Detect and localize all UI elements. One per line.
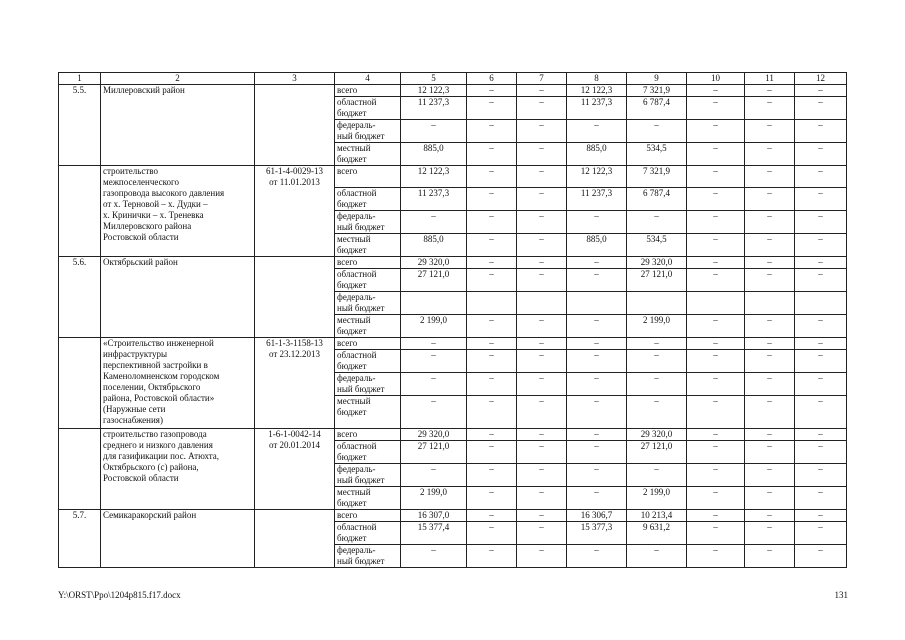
- value-col-10: –: [687, 315, 745, 338]
- document-reference: [255, 257, 335, 338]
- value-col-10: –: [687, 429, 745, 441]
- value-col-7: –: [517, 269, 567, 292]
- value-col-11: –: [745, 429, 795, 441]
- value-col-11: –: [745, 545, 795, 568]
- value-col-11: –: [745, 257, 795, 269]
- value-col-7: –: [517, 315, 567, 338]
- value-col-8: –: [567, 487, 627, 510]
- value-col-8: –: [567, 269, 627, 292]
- value-col-9: 534,5: [627, 234, 687, 257]
- value-col-12: –: [795, 487, 847, 510]
- funding-source: областной бюджет: [335, 441, 401, 464]
- value-col-7: –: [517, 522, 567, 545]
- value-col-8: 11 237,3: [567, 188, 627, 211]
- value-col-6: –: [467, 315, 517, 338]
- item-number: [59, 429, 101, 510]
- value-col-12: –: [795, 211, 847, 234]
- value-col-11: [745, 292, 795, 315]
- value-col-9: [627, 292, 687, 315]
- value-col-11: –: [745, 487, 795, 510]
- value-col-9: 29 320,0: [627, 257, 687, 269]
- value-col-11: –: [745, 510, 795, 522]
- value-col-6: –: [467, 545, 517, 568]
- value-col-8: –: [567, 120, 627, 143]
- value-col-8: 15 377,3: [567, 522, 627, 545]
- value-col-10: –: [687, 166, 745, 188]
- value-col-12: –: [795, 510, 847, 522]
- value-col-12: –: [795, 97, 847, 120]
- value-col-11: –: [745, 350, 795, 373]
- column-header: 3: [255, 73, 335, 85]
- funding-source: федераль- ный бюджет: [335, 545, 401, 568]
- value-col-10: –: [687, 373, 745, 396]
- table-row: [59, 257, 847, 269]
- value-col-12: –: [795, 441, 847, 464]
- page-number: 131: [834, 590, 848, 600]
- value-col-12: –: [795, 166, 847, 188]
- value-col-6: –: [467, 166, 517, 188]
- value-col-6: –: [467, 441, 517, 464]
- funding-source: всего: [335, 338, 401, 350]
- table-row: [59, 85, 847, 97]
- value-col-7: [517, 292, 567, 315]
- value-col-9: –: [627, 545, 687, 568]
- value-col-5: –: [401, 545, 467, 568]
- value-col-10: –: [687, 441, 745, 464]
- value-col-8: –: [567, 464, 627, 487]
- value-col-10: –: [687, 522, 745, 545]
- value-col-5: 11 237,3: [401, 188, 467, 211]
- value-col-6: –: [467, 350, 517, 373]
- value-col-5: 16 307,0: [401, 510, 467, 522]
- value-col-5: 12 122,3: [401, 166, 467, 188]
- funding-source: всего: [335, 85, 401, 97]
- funding-source: областной бюджет: [335, 269, 401, 292]
- document-reference: 61-1-3-1158-13 от 23.12.2013: [255, 338, 335, 429]
- value-col-8: –: [567, 545, 627, 568]
- value-col-5: 2 199,0: [401, 315, 467, 338]
- value-col-8: –: [567, 429, 627, 441]
- item-name: строительство межпоселенческого газопровода высокого давления от х. Терновой – х. Дудки – х. Кринички – х. Треневка Миллеровского района Ростовской области: [101, 166, 255, 257]
- value-col-5: 2 199,0: [401, 487, 467, 510]
- funding-source: федераль- ный бюджет: [335, 120, 401, 143]
- table-row: [59, 429, 847, 441]
- value-col-5: 29 320,0: [401, 257, 467, 269]
- value-col-7: –: [517, 257, 567, 269]
- value-col-6: –: [467, 464, 517, 487]
- value-col-5: –: [401, 338, 467, 350]
- value-col-7: –: [517, 234, 567, 257]
- value-col-9: 2 199,0: [627, 487, 687, 510]
- value-col-6: –: [467, 269, 517, 292]
- value-col-8: –: [567, 211, 627, 234]
- value-col-10: –: [687, 396, 745, 429]
- value-col-10: –: [687, 545, 745, 568]
- value-col-6: –: [467, 487, 517, 510]
- value-col-5: 27 121,0: [401, 269, 467, 292]
- value-col-12: –: [795, 350, 847, 373]
- value-col-12: –: [795, 269, 847, 292]
- value-col-8: –: [567, 441, 627, 464]
- document-reference: [255, 85, 335, 166]
- item-name: Семикаракорский район: [101, 510, 255, 568]
- funding-source: местный бюджет: [335, 487, 401, 510]
- footer-file-path: Y:\ORST\Ppo\1204p815.f17.docx: [58, 590, 181, 600]
- value-col-7: –: [517, 97, 567, 120]
- value-col-8: 885,0: [567, 234, 627, 257]
- funding-source: всего: [335, 510, 401, 522]
- column-header: 6: [467, 73, 517, 85]
- item-number: 5.6.: [59, 257, 101, 338]
- value-col-7: –: [517, 338, 567, 350]
- value-col-10: –: [687, 269, 745, 292]
- value-col-6: –: [467, 429, 517, 441]
- column-header: 10: [687, 73, 745, 85]
- value-col-9: 2 199,0: [627, 315, 687, 338]
- column-header: 1: [59, 73, 101, 85]
- value-col-10: –: [687, 257, 745, 269]
- column-header: 5: [401, 73, 467, 85]
- column-header: 9: [627, 73, 687, 85]
- value-col-7: –: [517, 396, 567, 429]
- funding-source: областной бюджет: [335, 97, 401, 120]
- value-col-11: –: [745, 188, 795, 211]
- item-name: строительство газопровода среднего и низкого давления для газификации пос. Атюхта, Октябрьского (с) района, Ростовской области: [101, 429, 255, 510]
- value-col-7: –: [517, 211, 567, 234]
- value-col-5: –: [401, 396, 467, 429]
- budget-table: [58, 72, 847, 568]
- value-col-10: –: [687, 510, 745, 522]
- value-col-9: –: [627, 350, 687, 373]
- value-col-8: –: [567, 257, 627, 269]
- funding-source: всего: [335, 166, 401, 188]
- table-row: [59, 166, 847, 188]
- value-col-9: –: [627, 338, 687, 350]
- value-col-9: 7 321,9: [627, 85, 687, 97]
- value-col-6: –: [467, 120, 517, 143]
- value-col-6: –: [467, 211, 517, 234]
- funding-source: местный бюджет: [335, 143, 401, 166]
- funding-source: всего: [335, 429, 401, 441]
- value-col-9: 6 787,4: [627, 97, 687, 120]
- value-col-12: –: [795, 429, 847, 441]
- value-col-8: –: [567, 396, 627, 429]
- value-col-7: –: [517, 143, 567, 166]
- value-col-12: –: [795, 234, 847, 257]
- value-col-12: –: [795, 396, 847, 429]
- value-col-11: –: [745, 234, 795, 257]
- value-col-11: –: [745, 211, 795, 234]
- value-col-10: –: [687, 211, 745, 234]
- value-col-9: 7 321,9: [627, 166, 687, 188]
- value-col-9: –: [627, 396, 687, 429]
- value-col-5: 27 121,0: [401, 441, 467, 464]
- column-header: 12: [795, 73, 847, 85]
- value-col-6: –: [467, 373, 517, 396]
- value-col-7: –: [517, 429, 567, 441]
- value-col-7: –: [517, 441, 567, 464]
- value-col-5: –: [401, 350, 467, 373]
- document-reference: [255, 510, 335, 568]
- value-col-8: –: [567, 315, 627, 338]
- table-header-row: [59, 73, 847, 85]
- value-col-7: –: [517, 120, 567, 143]
- value-col-9: 27 121,0: [627, 269, 687, 292]
- value-col-10: –: [687, 97, 745, 120]
- value-col-10: –: [687, 120, 745, 143]
- value-col-5: –: [401, 120, 467, 143]
- value-col-6: –: [467, 97, 517, 120]
- value-col-11: –: [745, 85, 795, 97]
- table-row: [59, 510, 847, 522]
- value-col-5: [401, 292, 467, 315]
- value-col-5: –: [401, 373, 467, 396]
- funding-source: федераль- ный бюджет: [335, 464, 401, 487]
- value-col-8: 11 237,3: [567, 97, 627, 120]
- value-col-10: –: [687, 464, 745, 487]
- column-header: 8: [567, 73, 627, 85]
- column-header: 4: [335, 73, 401, 85]
- item-name: Миллеровский район: [101, 85, 255, 166]
- value-col-12: –: [795, 545, 847, 568]
- value-col-12: –: [795, 188, 847, 211]
- value-col-12: –: [795, 373, 847, 396]
- value-col-12: –: [795, 522, 847, 545]
- value-col-10: –: [687, 85, 745, 97]
- value-col-10: –: [687, 143, 745, 166]
- value-col-11: –: [745, 338, 795, 350]
- value-col-11: –: [745, 166, 795, 188]
- value-col-11: –: [745, 97, 795, 120]
- value-col-5: 12 122,3: [401, 85, 467, 97]
- funding-source: областной бюджет: [335, 350, 401, 373]
- value-col-6: –: [467, 510, 517, 522]
- value-col-8: 885,0: [567, 143, 627, 166]
- document-reference: 1-6-1-0042-14 от 20.01.2014: [255, 429, 335, 510]
- value-col-9: –: [627, 120, 687, 143]
- value-col-5: 29 320,0: [401, 429, 467, 441]
- value-col-7: –: [517, 545, 567, 568]
- value-col-9: 6 787,4: [627, 188, 687, 211]
- value-col-11: –: [745, 522, 795, 545]
- value-col-8: –: [567, 338, 627, 350]
- value-col-11: –: [745, 315, 795, 338]
- value-col-11: –: [745, 441, 795, 464]
- value-col-12: –: [795, 338, 847, 350]
- value-col-7: –: [517, 85, 567, 97]
- value-col-10: –: [687, 350, 745, 373]
- value-col-7: –: [517, 464, 567, 487]
- value-col-7: –: [517, 166, 567, 188]
- column-header: 2: [101, 73, 255, 85]
- value-col-12: –: [795, 85, 847, 97]
- value-col-12: [795, 292, 847, 315]
- value-col-7: –: [517, 510, 567, 522]
- value-col-6: –: [467, 188, 517, 211]
- value-col-5: 885,0: [401, 234, 467, 257]
- value-col-8: –: [567, 373, 627, 396]
- value-col-6: –: [467, 85, 517, 97]
- item-name: Октябрьский район: [101, 257, 255, 338]
- value-col-11: –: [745, 373, 795, 396]
- funding-source: местный бюджет: [335, 315, 401, 338]
- value-col-7: –: [517, 487, 567, 510]
- value-col-8: –: [567, 350, 627, 373]
- value-col-5: –: [401, 464, 467, 487]
- funding-source: местный бюджет: [335, 234, 401, 257]
- value-col-7: –: [517, 350, 567, 373]
- value-col-9: 534,5: [627, 143, 687, 166]
- value-col-9: –: [627, 211, 687, 234]
- value-col-9: 27 121,0: [627, 441, 687, 464]
- value-col-6: –: [467, 257, 517, 269]
- funding-source: местный бюджет: [335, 396, 401, 429]
- value-col-6: –: [467, 338, 517, 350]
- funding-source: областной бюджет: [335, 522, 401, 545]
- value-col-8: [567, 292, 627, 315]
- value-col-5: 15 377,4: [401, 522, 467, 545]
- value-col-6: –: [467, 522, 517, 545]
- document-reference: 61-1-4-0029-13 от 11.01.2013: [255, 166, 335, 257]
- funding-source: федераль- ный бюджет: [335, 292, 401, 315]
- value-col-11: –: [745, 269, 795, 292]
- item-name: «Строительство инженерной инфраструктуры перспективной застройки в Каменоломненском городском поселении, Октябрьского района, Ростовской области» (Наружные сети газоснабжения): [101, 338, 255, 429]
- value-col-9: 10 213,4: [627, 510, 687, 522]
- table-row: [59, 338, 847, 350]
- value-col-12: –: [795, 464, 847, 487]
- value-col-7: –: [517, 188, 567, 211]
- funding-source: всего: [335, 257, 401, 269]
- value-col-6: –: [467, 396, 517, 429]
- value-col-10: –: [687, 338, 745, 350]
- value-col-5: 11 237,3: [401, 97, 467, 120]
- value-col-10: [687, 292, 745, 315]
- value-col-11: –: [745, 464, 795, 487]
- value-col-9: 9 631,2: [627, 522, 687, 545]
- item-number: [59, 338, 101, 429]
- column-header: 11: [745, 73, 795, 85]
- item-number: 5.5.: [59, 85, 101, 166]
- value-col-6: [467, 292, 517, 315]
- column-header: 7: [517, 73, 567, 85]
- value-col-12: –: [795, 257, 847, 269]
- funding-source: федераль- ный бюджет: [335, 211, 401, 234]
- item-number: 5.7.: [59, 510, 101, 568]
- value-col-10: –: [687, 234, 745, 257]
- value-col-10: –: [687, 188, 745, 211]
- value-col-7: –: [517, 373, 567, 396]
- value-col-12: –: [795, 143, 847, 166]
- item-number: [59, 166, 101, 257]
- value-col-6: –: [467, 234, 517, 257]
- value-col-12: –: [795, 120, 847, 143]
- value-col-5: –: [401, 211, 467, 234]
- value-col-9: –: [627, 373, 687, 396]
- value-col-8: 12 122,3: [567, 166, 627, 188]
- value-col-11: –: [745, 120, 795, 143]
- funding-source: областной бюджет: [335, 188, 401, 211]
- value-col-5: 885,0: [401, 143, 467, 166]
- value-col-6: –: [467, 143, 517, 166]
- value-col-12: –: [795, 315, 847, 338]
- value-col-9: –: [627, 464, 687, 487]
- value-col-11: –: [745, 396, 795, 429]
- funding-source: федераль- ный бюджет: [335, 373, 401, 396]
- value-col-8: 16 306,7: [567, 510, 627, 522]
- value-col-8: 12 122,3: [567, 85, 627, 97]
- value-col-9: 29 320,0: [627, 429, 687, 441]
- value-col-11: –: [745, 143, 795, 166]
- value-col-10: –: [687, 487, 745, 510]
